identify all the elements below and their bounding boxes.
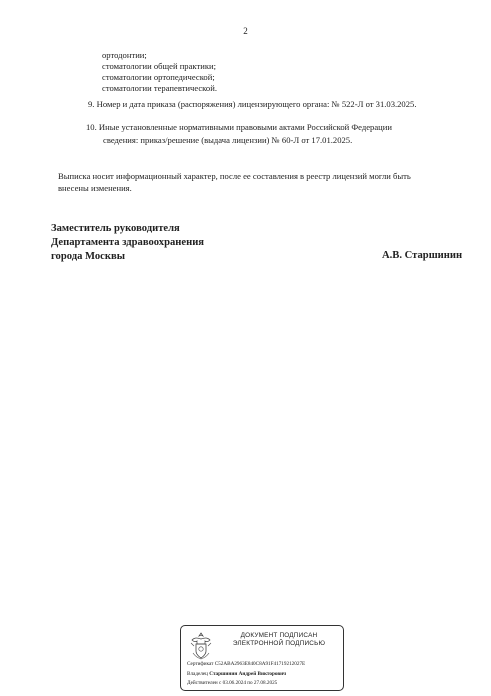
signer-position	[51, 222, 204, 264]
item-10	[86, 121, 392, 134]
item-9	[88, 98, 416, 111]
stamp-validity: Действителен с 03.06.2024 по 27.08.2025	[187, 680, 278, 686]
certificate-value: C52ABA2963E840C8A91F41719212027E	[214, 661, 306, 667]
stamp-title-line: ЭЛЕКТРОННОЙ ПОДПИСЬЮ	[232, 640, 326, 647]
list-item: стоматологии ортопедической;	[102, 72, 215, 82]
note-line-2: внесены изменения.	[58, 183, 132, 193]
position-line: Заместитель руководителя	[51, 223, 180, 234]
item-10-continuation: сведения: приказ/решение (выдача лицензии) № 60-Л от 17.01.2025.	[103, 135, 353, 145]
list-item: ортодонтии;	[102, 50, 147, 60]
note-line-1: Выписка носит информационный характер, после ее составления в реестр лицензий могли быть	[58, 171, 411, 181]
owner-value: Старшинин Андрей Викторович	[209, 671, 287, 677]
certificate-label: Сертификат	[187, 661, 214, 667]
position-line: Департамента здравоохранения	[51, 237, 205, 248]
stamp-title	[215, 632, 343, 648]
item-number: 10.	[86, 122, 97, 132]
item-number: 9.	[88, 99, 95, 109]
stamp-owner	[187, 671, 286, 677]
signer-name: А.В. Старшинин	[382, 250, 463, 261]
list-item: стоматологии терапевтической.	[102, 83, 217, 93]
item-text: Номер и дата приказа (распоряжения) лицензирующего органа: № 522-Л от 31.03.2025.	[96, 99, 417, 109]
specialties-list	[102, 50, 217, 94]
stamp-certificate	[187, 661, 305, 667]
stamp-title-line: ДОКУМЕНТ ПОДПИСАН	[240, 632, 318, 639]
electronic-signature-stamp	[180, 625, 344, 691]
page-number: 2	[243, 26, 248, 36]
item-text: Иные установленные нормативными правовыми актами Российской Федерации	[98, 122, 392, 132]
list-item: стоматологии общей практики;	[102, 61, 216, 71]
owner-label: Владелец	[187, 671, 208, 677]
position-line: города Москвы	[51, 251, 125, 262]
moscow-coat-of-arms-icon	[188, 631, 214, 661]
